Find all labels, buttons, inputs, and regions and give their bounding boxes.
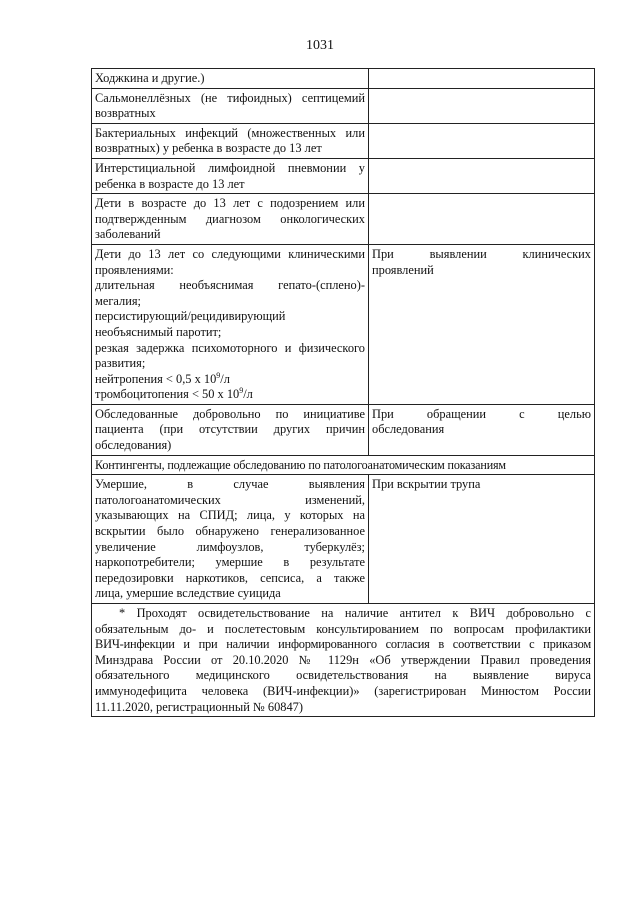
cell-text: обследования <box>372 422 445 437</box>
hiv-testing-table <box>91 68 595 717</box>
row-cell-left <box>92 158 369 193</box>
cell-text: Обследованные добровольно по инициативе <box>95 406 365 421</box>
exponent: 9 <box>239 386 244 396</box>
table-row <box>92 69 595 89</box>
cell-text: патологоанатомических изменений, <box>95 492 365 507</box>
row-cell-right <box>369 194 595 245</box>
row-cell-left <box>92 123 369 158</box>
row-cell-right <box>369 244 595 404</box>
cell-text: При выявлении клинических <box>372 246 591 261</box>
table-row <box>92 158 595 193</box>
cell-text: обследования) <box>95 438 172 453</box>
row-cell-left <box>92 475 369 604</box>
table-row <box>92 244 595 404</box>
cell-text: При обращении с целью <box>372 406 591 421</box>
cell-text: ребенка в возрасте до 13 лет <box>95 176 245 191</box>
cell-text: персистирующий/рецидивирующий <box>95 309 286 324</box>
row-cell-left <box>92 244 369 404</box>
cell-text: тромбоцитопения < 50 х 10 <box>95 387 240 402</box>
cell-text: пациента (при отсутствии других причин <box>95 422 365 437</box>
footnote-line: обязательного медицинского освидетельствования на выявление вируса <box>95 668 591 683</box>
exponent: 9 <box>216 370 221 380</box>
table-row <box>92 404 595 455</box>
cell-text: Ходжкина и другие.) <box>95 71 205 85</box>
row-cell-left <box>92 194 369 245</box>
cell-text: наркопотребители; умершие в результате <box>95 555 365 570</box>
cell-text: нейтропения < 0,5 х 10 <box>95 371 217 386</box>
row-cell-right <box>369 475 595 604</box>
cell-text: При вскрытии трупа <box>372 477 481 492</box>
row-cell-left <box>92 88 369 123</box>
row-cell-left <box>92 69 369 89</box>
footnote-line: ВИЧ-инфекции и при наличии информированного согласия в соответствии с приказом <box>95 637 591 652</box>
footnote-line: 11.11.2020, регистрационный № 60847) <box>95 699 303 714</box>
page-number: 1031 <box>306 38 334 53</box>
cell-text: Бактериальных инфекций (множественных или <box>95 125 365 140</box>
cell-text: Интерстициальной лимфоидной пневмонии у <box>95 160 365 175</box>
row-cell-right <box>369 158 595 193</box>
footnote-line: Минздрава России от 20.10.2020 № 1129н «Об утверждении Правил проведения <box>95 652 591 667</box>
footnote <box>92 604 595 717</box>
section-header-row <box>92 455 595 475</box>
row-cell-right <box>369 123 595 158</box>
footnote-line: * Проходят освидетельствование на наличие антител к ВИЧ добровольно с <box>119 606 591 620</box>
cell-text: мегалия; <box>95 293 141 308</box>
cell-text: возвратных) у ребенка в возрасте до 13 лет <box>95 141 322 156</box>
footnote-row <box>92 604 595 717</box>
cell-text: проявлений <box>372 262 434 277</box>
section-header: Контингенты, подлежащие обследованию по патологоанатомическим показаниям <box>92 455 595 475</box>
cell-text: увеличение лимфоузлов, туберкулёз; <box>95 539 365 554</box>
cell-text: Дети до 13 лет со следующими клиническими <box>95 246 365 261</box>
footnote-line: обязательным до- и послетестовым консультированием по вопросам профилактики <box>95 621 591 636</box>
neutropenia-line <box>95 372 365 388</box>
cell-text: возвратных <box>95 106 156 121</box>
cell-text: /л <box>220 371 230 386</box>
cell-text: подтвержденным диагнозом онкологических <box>95 211 365 226</box>
cell-text: длительная необъяснимая гепато-(сплено)- <box>95 278 365 293</box>
row-cell-left <box>92 404 369 455</box>
row-cell-right <box>369 404 595 455</box>
table-row <box>92 194 595 245</box>
row-cell-right <box>369 69 595 89</box>
cell-text: /л <box>243 387 253 402</box>
cell-text: необъяснимый паротит; <box>95 324 222 339</box>
cell-text: Сальмонеллёзных (не тифоидных) септицемий <box>95 90 365 105</box>
cell-text: развития; <box>95 356 146 371</box>
footnote-line: иммунодефицита человека (ВИЧ-инфекции)» (зарегистрирован Минюстом России <box>95 683 591 698</box>
table-row <box>92 475 595 604</box>
table-row <box>92 123 595 158</box>
cell-text: проявлениями: <box>95 262 174 277</box>
cell-text: заболеваний <box>95 227 161 242</box>
cell-text: Умершие, в случае выявления <box>95 477 365 492</box>
cell-text: лица, умершие вследствие суицида <box>95 586 281 601</box>
row-cell-right <box>369 88 595 123</box>
cell-text: резкая задержка психомоторного и физического <box>95 340 365 355</box>
cell-text: вскрытии было обнаружено генерализованное <box>95 524 365 539</box>
thrombocytopenia-line <box>95 387 365 403</box>
cell-text: передозировки наркотиков, сепсиса, а также <box>95 570 365 585</box>
table-row <box>92 88 595 123</box>
cell-text: Дети в возрасте до 13 лет с подозрением или <box>95 196 365 211</box>
cell-text: указывающих на СПИД; лица, у которых на <box>95 508 365 523</box>
